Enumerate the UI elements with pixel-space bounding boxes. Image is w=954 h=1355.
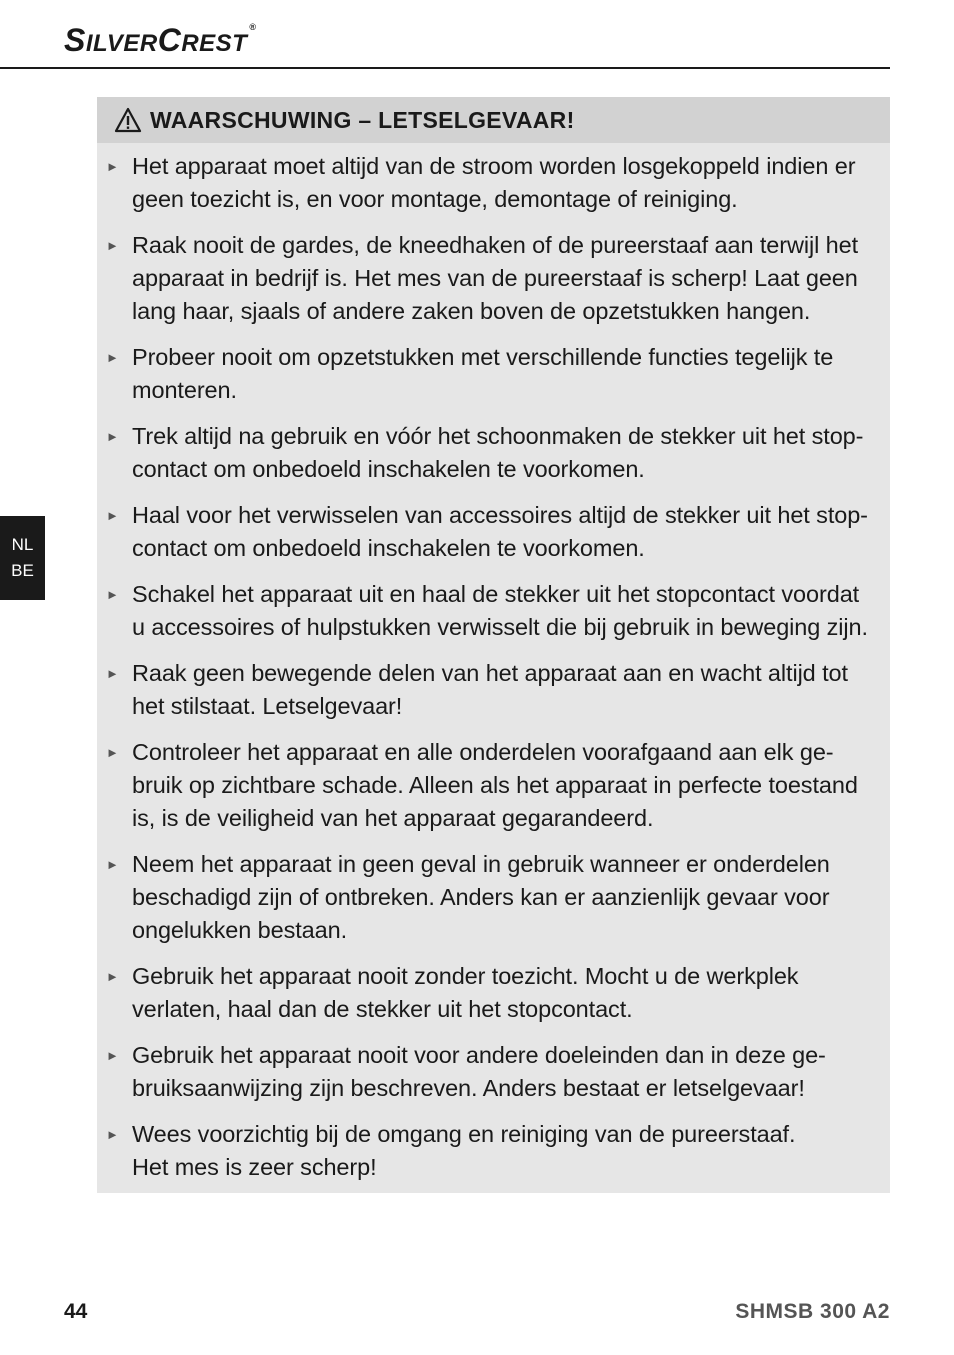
list-item-line: Raak geen bewegende delen van het apparaat aan en wacht altijd tot (132, 660, 848, 686)
list-item-line: Schakel het apparaat uit en haal de stekker uit het stopcontact voordat (132, 581, 860, 607)
list-item-line: u accessoires of hulpstukken verwisselt die bij gebruik in beweging zijn. (132, 614, 868, 640)
bullet-arrow-icon: ► (106, 745, 119, 760)
list-item-line: Controleer het apparaat en alle onderdelen voorafgaand aan elk ge- (132, 739, 834, 765)
list-item-line: ongelukken bestaan. (132, 917, 347, 943)
list-item (106, 150, 872, 216)
list-item-line: Trek altijd na gebruik en vóór het schoonmaken de stekker uit het stop- (132, 423, 864, 449)
warning-title: WAARSCHUWING – LETSELGEVAAR! (150, 106, 575, 133)
list-item (106, 1118, 872, 1184)
list-item-line: bruiksaanwijzing zijn beschreven. Anders bestaat er letselgevaar! (132, 1075, 805, 1101)
header-divider (0, 67, 890, 69)
bullet-arrow-icon: ► (106, 666, 119, 681)
list-item-line: Het apparaat moet altijd van de stroom worden losgekoppeld indien er (132, 153, 856, 179)
list-item-line: Raak nooit de gardes, de kneedhaken of de pureerstaaf aan terwijl het (132, 232, 859, 258)
brand-logo: SILVERCREST® (64, 22, 257, 58)
list-item-line: geen toezicht is, en voor montage, demontage of reiniging. (132, 186, 738, 212)
list-item-line: Haal voor het verwisselen van accessoires altijd de stekker uit het stop- (132, 502, 868, 528)
bullet-arrow-icon: ► (106, 1127, 119, 1142)
bullet-arrow-icon: ► (106, 238, 119, 253)
list-item-line: Probeer nooit om opzetstukken met verschillende functies tegelijk te (132, 344, 834, 370)
bullet-arrow-icon: ► (106, 429, 119, 444)
list-item (106, 848, 872, 947)
list-item (106, 578, 872, 644)
list-item-line: contact om onbedoeld inschakelen te voorkomen. (132, 456, 645, 482)
list-item-line: Wees voorzichtig bij de omgang en reiniging van de pureerstaaf. (132, 1121, 796, 1147)
list-item (106, 341, 872, 407)
list-item-line: Neem het apparaat in geen geval in gebruik wanneer er onderdelen (132, 851, 830, 877)
list-item-line: lang haar, sjaals of andere zaken boven de opzetstukken hangen. (132, 298, 811, 324)
list-item-line: monteren. (132, 377, 237, 403)
warning-box (97, 97, 890, 1193)
list-item-line: contact om onbedoeld inschakelen te voorkomen. (132, 535, 645, 561)
list-item (106, 960, 872, 1026)
list-item-line: beschadigd zijn of ontbreken. Anders kan er aanzienlijk gevaar voor (132, 884, 830, 910)
list-item (106, 229, 872, 328)
warning-triangle-icon (114, 107, 142, 133)
list-item-line: Het mes is zeer scherp! (132, 1154, 377, 1180)
bullet-arrow-icon: ► (106, 969, 119, 984)
language-code-nl: NL (11, 535, 34, 554)
bullet-arrow-icon: ► (106, 159, 119, 174)
warning-header (97, 97, 890, 143)
list-item-line: is, is de veiligheid van het apparaat gegarandeerd. (132, 805, 654, 831)
list-item-line: het stilstaat. Letselgevaar! (132, 693, 403, 719)
list-item-line: bruik op zichtbare schade. Alleen als het apparaat in perfecte toestand (132, 772, 858, 798)
bullet-arrow-icon: ► (106, 1048, 119, 1063)
bullet-arrow-icon: ► (106, 508, 119, 523)
warning-list (97, 143, 890, 1184)
list-item (106, 499, 872, 565)
list-item (106, 1039, 872, 1105)
list-item (106, 657, 872, 723)
bullet-arrow-icon: ► (106, 350, 119, 365)
list-item-line: Gebruik het apparaat nooit zonder toezicht. Mocht u de werkplek (132, 963, 799, 989)
list-item-line: verlaten, haal dan de stekker uit het stopcontact. (132, 996, 633, 1022)
page-number: 44 (64, 1300, 88, 1323)
language-code-be: BE (11, 561, 34, 580)
bullet-arrow-icon: ► (106, 857, 119, 872)
bullet-arrow-icon: ► (106, 587, 119, 602)
list-item-line: apparaat in bedrijf is. Het mes van de pureerstaaf is scherp! Laat geen (132, 265, 858, 291)
list-item (106, 736, 872, 835)
list-item-line: Gebruik het apparaat nooit voor andere doeleinden dan in deze ge- (132, 1042, 826, 1068)
list-item (106, 420, 872, 486)
language-tab (0, 516, 45, 600)
model-number: SHMSB 300 A2 (735, 1300, 890, 1323)
